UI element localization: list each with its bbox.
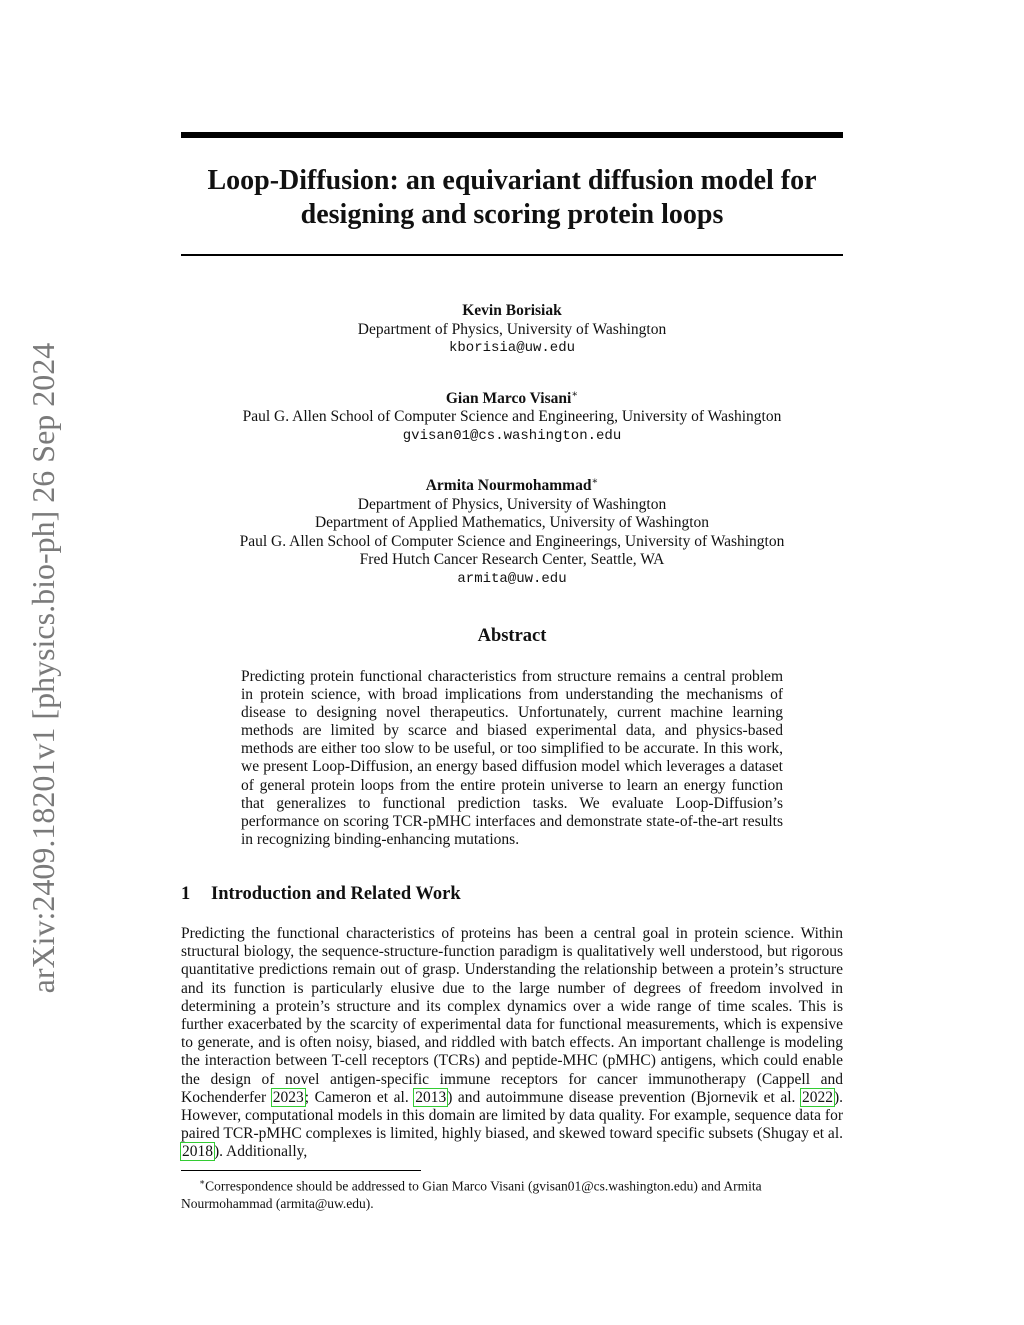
citation-link[interactable]: 2022 bbox=[801, 1088, 833, 1106]
author-affiliation: Department of Physics, University of Washington bbox=[357, 495, 667, 513]
footnote-marker: ∗ bbox=[199, 1177, 206, 1187]
author-block-2 bbox=[181, 386, 843, 446]
author-affiliation: Paul G. Allen School of Computer Science and Engineering, University of Washington bbox=[242, 408, 782, 426]
author-affiliation: Department of Physics, University of Washington bbox=[357, 320, 667, 338]
section-title: Introduction and Related Work bbox=[211, 884, 461, 904]
citation-link[interactable]: 2013 bbox=[415, 1088, 447, 1106]
footnote: ∗Correspondence should be addressed to Gian Marco Visani (gvisan01@cs.washington.edu) and Armita Nourmohammad (armita@uw.edu). bbox=[181, 1177, 762, 1211]
footnote-rule bbox=[181, 1170, 421, 1171]
author-affiliation: Fred Hutch Cancer Research Center, Seattle, WA bbox=[359, 551, 665, 569]
author-name: Armita Nourmohammad∗ bbox=[425, 476, 599, 495]
author-block-3 bbox=[181, 473, 843, 588]
title-bottom-rule bbox=[181, 254, 843, 256]
author-email: armita@uw.edu bbox=[457, 570, 567, 587]
author-email: gvisan01@cs.washington.edu bbox=[402, 427, 622, 444]
introduction-paragraph: Predicting the functional characteristics of proteins has been a central goal in protein science. Within structural biology, the sequence-structure-function paradigm is qualitatively well understood, but rigorous quantitative predictions remain out of grasp. Understanding the relationship between a protein’s structure and its function is particularly elusive due to the large number of degrees of freedom involved in determining a protein’s structure and its complex dynamics over a wide range of time scales. This is further exacerbated by the scarcity of experimental data for functional measurements, which is expensive to generate, and is often noisy, biased, and riddled with batch effects. An important challenge is modeling the interaction between T-cell receptors (TCRs) and peptide-MHC (pMHC) antigens, which could enable the design of novel antigen-specific immune receptors for cancer immunotherapy (Cappell and Kochenderfer 2023; Cameron et al. 2013) and autoimmune disease prevention (Bjornevik et al. 2022). However, computational models in this domain are limited by data quality. For example, sequence data for paired TCR-pMHC complexes is limited, highly biased, and skewed toward specific subsets (Shugay et al. 2018). Additionally, bbox=[181, 925, 843, 1161]
author-affiliation: Department of Applied Mathematics, University of Washington bbox=[314, 514, 710, 532]
arxiv-identifier-stamp: arXiv:2409.18201v1 [physics.bio-ph] 26 Sep 2024 bbox=[25, 342, 61, 994]
author-affiliation: Paul G. Allen School of Computer Science and Engineerings, University of Washington bbox=[239, 532, 785, 550]
author-block-1 bbox=[181, 302, 843, 358]
section-heading-introduction bbox=[181, 884, 843, 905]
corresponding-author-marker: ∗ bbox=[571, 388, 579, 400]
section-number: 1 bbox=[181, 884, 191, 904]
paper-title bbox=[181, 164, 843, 232]
abstract-heading: Abstract bbox=[477, 626, 547, 646]
title-top-rule bbox=[181, 132, 843, 138]
abstract-text: Predicting protein functional characteristics from structure remains a central problem in protein science, with broad implications from understanding the mechanisms of disease to designing novel therapeutics. Unfortunately, current machine learning methods are limited by scarce and biased experimental data, and physics-based methods are either too slow to be useful, or too simplified to be accurate. In this work, we present Loop-Diffusion, an energy based diffusion model which leverages a dataset of general protein loops from the entire protein universe to learn an energy function that generalizes to functional prediction tasks. We evaluate Loop-Diffusion’s performance on scoring TCR-pMHC interfaces and demonstrate state-of-the-art results in recognizing binding-enhancing mutations. bbox=[241, 668, 783, 848]
author-email: kborisia@uw.edu bbox=[448, 340, 576, 356]
citation-link[interactable]: 2023 bbox=[272, 1088, 304, 1106]
title-line-2: designing and scoring protein loops bbox=[300, 199, 724, 230]
author-list bbox=[181, 302, 843, 616]
corresponding-author-marker: ∗ bbox=[591, 476, 599, 488]
title-line-1: Loop-Diffusion: an equivariant diffusion model for bbox=[207, 165, 817, 196]
author-name: Kevin Borisiak bbox=[462, 302, 562, 319]
citation-link[interactable]: 2018 bbox=[182, 1143, 213, 1161]
author-name: Gian Marco Visani∗ bbox=[445, 388, 579, 407]
